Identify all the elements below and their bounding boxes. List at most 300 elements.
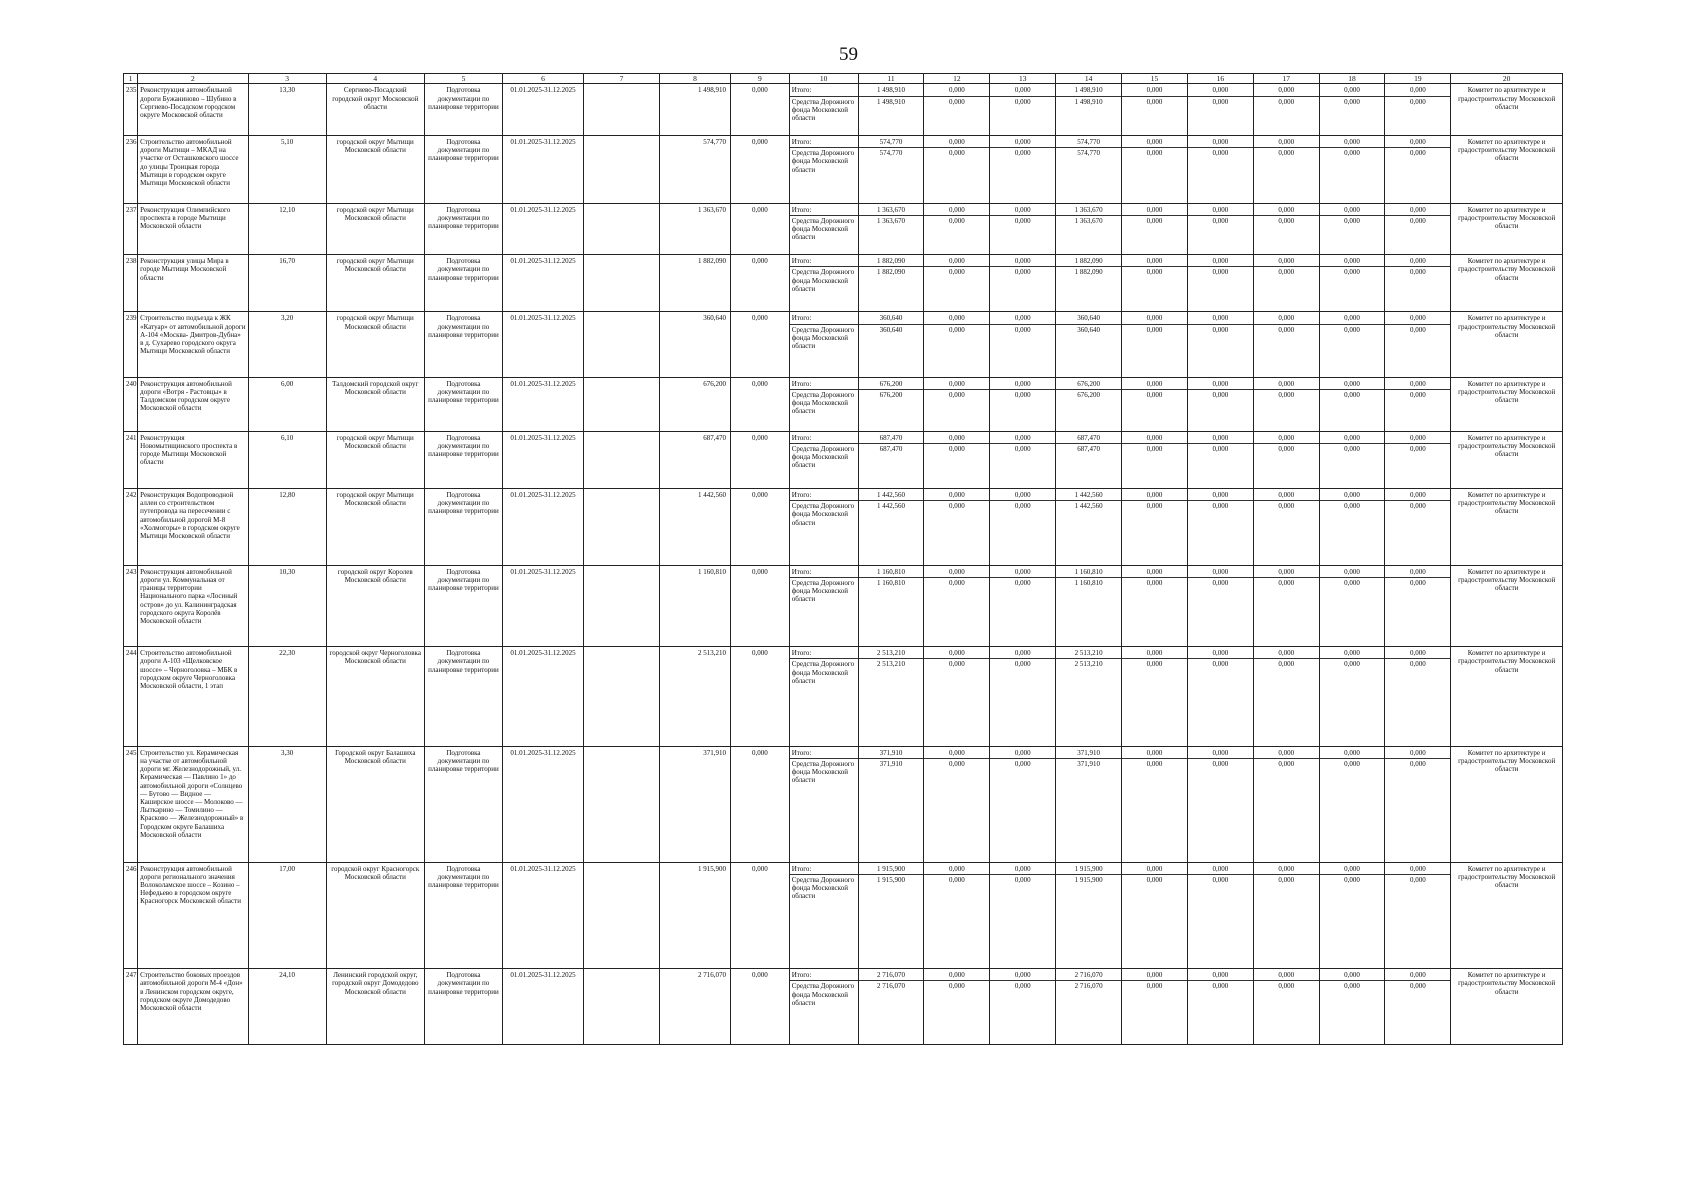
- executor: Комитет по архитектуре и градостроительству Московской области: [1451, 565, 1563, 646]
- funding-source: [789, 255, 858, 312]
- amount-fund: 0,000: [1278, 268, 1295, 277]
- amount-fund: 0,000: [1014, 216, 1031, 225]
- amount-c13: [990, 862, 1056, 969]
- executor: Комитет по архитектуре и градостроительству Московской области: [1451, 488, 1563, 565]
- amount-fund: 2 716,070: [1074, 982, 1103, 991]
- amount-c11: [858, 203, 924, 255]
- amount-total: 1 915,900: [1056, 865, 1121, 875]
- total-cost: 360,640: [660, 312, 731, 377]
- amount-fund: 0,000: [1212, 268, 1229, 277]
- length-km: 13,30: [248, 84, 326, 136]
- amount-fund: 0,000: [1278, 444, 1295, 453]
- col-7-value: [584, 377, 660, 431]
- amount-fund: 0,000: [1146, 216, 1163, 225]
- municipality: Сергиево-Посадский городской округ Московской области: [326, 84, 424, 136]
- amount-fund: 2 716,070: [877, 982, 906, 991]
- amount-c19: [1385, 255, 1451, 312]
- amount-total: 0,000: [1320, 568, 1385, 578]
- work-period: 01.01.2025-31.12.2025: [502, 377, 583, 431]
- work-period: 01.01.2025-31.12.2025: [502, 565, 583, 646]
- amount-c14: [1056, 377, 1122, 431]
- financed-value: 0,000: [730, 862, 789, 969]
- amount-fund: 0,000: [1146, 660, 1163, 669]
- amount-total: 0,000: [1320, 86, 1385, 96]
- project-name: Строительство автомобильной дороги Мытищи – МКАД на участке от Осташковского шоссе до улицы Троицкая города Мытищи в городском округе Мытищи Московской области: [138, 135, 248, 203]
- project-name: Строительство боковых проездов автомобильной дороги М-4 «Дон» в Ленинском городском округе, городском округе Домодедово Московской области: [138, 969, 248, 1045]
- amount-c13: [990, 377, 1056, 431]
- amount-c18: [1319, 969, 1385, 1045]
- fund-label: Средства Дорожного фонда Московской области: [791, 390, 855, 416]
- project-name: Реконструкция Новомытищинского проспекта в городе Мытищи Московской области: [138, 431, 248, 488]
- total-label: Итого:: [790, 434, 858, 444]
- amount-c18: [1319, 431, 1385, 488]
- amount-fund: 0,000: [1278, 325, 1295, 334]
- amount-c19: [1385, 488, 1451, 565]
- project-name: Строительство автомобильной дороги А-103 «Щелковское шоссе» – Черноголовка – МБК в городском округе Черноголовка Московской области, 1 этап: [138, 647, 248, 747]
- row-number: 236: [124, 135, 138, 203]
- col-header: 1: [124, 74, 138, 84]
- amount-total: 371,910: [1056, 749, 1121, 759]
- amount-fund: 360,640: [1077, 325, 1100, 334]
- row-number: 237: [124, 203, 138, 255]
- executor: Комитет по архитектуре и градостроительству Московской области: [1451, 255, 1563, 312]
- total-cost: 2 716,070: [660, 969, 731, 1045]
- amount-fund: 0,000: [1344, 444, 1360, 453]
- amount-total: 0,000: [1122, 434, 1187, 444]
- amount-c15: [1122, 862, 1188, 969]
- project-name: Реконструкция автомобильной дороги ул. Коммунальная от границы территории Национального парка «Лосиный остров» до ул. Калининградская городского округа Королёв Московской области: [138, 565, 248, 646]
- amount-total: 0,000: [1254, 971, 1319, 981]
- amount-c15: [1122, 255, 1188, 312]
- col-header: 5: [424, 74, 502, 84]
- total-cost: 1 498,910: [660, 84, 731, 136]
- amount-c16: [1187, 565, 1253, 646]
- funding-source: [789, 135, 858, 203]
- project-name: Строительство ул. Керамическая на участке от автомобильной дороги мг. Железнодорожный, ул. Керамическая — Павлино 1» до автомобильной дороги «Солнцево — Бутово — Видное — Каширское шоссе — Молоково — Лыткарино — Томилино — Красково — Железнодорожный» в Городском округе Балашиха Московской области: [138, 746, 248, 862]
- table-row: [124, 746, 1563, 862]
- row-number: 240: [124, 377, 138, 431]
- amount-fund: 0,000: [1014, 390, 1031, 399]
- col-header: 8: [660, 74, 731, 84]
- amount-c11: [858, 647, 924, 747]
- amount-total: 0,000: [924, 971, 989, 981]
- work-period: 01.01.2025-31.12.2025: [502, 255, 583, 312]
- amount-c18: [1319, 203, 1385, 255]
- amount-total: 1 915,900: [859, 865, 924, 875]
- executor: Комитет по архитектуре и градостроительству Московской области: [1451, 647, 1563, 747]
- amount-total: 0,000: [924, 434, 989, 444]
- amount-fund: 371,910: [879, 760, 903, 769]
- amount-total: 0,000: [1320, 434, 1385, 444]
- work-type: Подготовка документации по планировке территории: [424, 647, 502, 747]
- executor: Комитет по архитектуре и градостроительству Московской области: [1451, 431, 1563, 488]
- amount-fund: 0,000: [1344, 660, 1360, 669]
- amount-total: 0,000: [1254, 86, 1319, 96]
- amount-total: 0,000: [1385, 257, 1450, 267]
- amount-fund: 1 363,670: [877, 216, 906, 225]
- amount-total: 1 882,090: [859, 257, 924, 267]
- total-cost: 1 160,810: [660, 565, 731, 646]
- amount-c19: [1385, 312, 1451, 377]
- amount-c17: [1253, 431, 1319, 488]
- amount-c18: [1319, 488, 1385, 565]
- amount-fund: 1 915,900: [1074, 875, 1103, 884]
- amount-fund: 687,470: [1077, 444, 1100, 453]
- amount-total: 0,000: [1188, 86, 1253, 96]
- amount-c13: [990, 565, 1056, 646]
- amount-total: 1 160,810: [1056, 568, 1121, 578]
- amount-fund: 0,000: [1410, 875, 1426, 884]
- amount-fund: 0,000: [1212, 97, 1229, 106]
- col-header: 20: [1451, 74, 1563, 84]
- amount-c16: [1187, 203, 1253, 255]
- amount-fund: 0,000: [1146, 325, 1163, 334]
- amount-total: 0,000: [1122, 206, 1187, 216]
- amount-fund: 0,000: [1344, 216, 1360, 225]
- amount-total: 1 498,910: [859, 86, 924, 96]
- amount-fund: 0,000: [1014, 97, 1031, 106]
- total-label: Итого:: [790, 257, 858, 267]
- amount-c17: [1253, 488, 1319, 565]
- amount-total: 0,000: [1385, 380, 1450, 390]
- amount-fund: 1 442,560: [877, 502, 906, 511]
- amount-fund: 0,000: [1278, 760, 1295, 769]
- col-7-value: [584, 84, 660, 136]
- amount-fund: 2 513,210: [1074, 660, 1103, 669]
- amount-total: 0,000: [1188, 206, 1253, 216]
- amount-fund: 0,000: [1146, 982, 1163, 991]
- amount-fund: 676,200: [879, 390, 903, 399]
- amount-c17: [1253, 969, 1319, 1045]
- financed-value: 0,000: [730, 746, 789, 862]
- total-cost: 2 513,210: [660, 647, 731, 747]
- col-header: 7: [584, 74, 660, 84]
- amount-total: 0,000: [924, 649, 989, 659]
- amount-total: 0,000: [1188, 257, 1253, 267]
- amount-c15: [1122, 203, 1188, 255]
- amount-total: 0,000: [1385, 86, 1450, 96]
- amount-fund: 0,000: [1014, 660, 1031, 669]
- amount-c18: [1319, 377, 1385, 431]
- amount-fund: 0,000: [949, 875, 965, 884]
- amount-total: 0,000: [1122, 749, 1187, 759]
- amount-total: 1 363,670: [859, 206, 924, 216]
- amount-c11: [858, 431, 924, 488]
- amount-total: 0,000: [1385, 749, 1450, 759]
- amount-fund: 0,000: [1344, 982, 1360, 991]
- amount-fund: 0,000: [1146, 875, 1163, 884]
- work-type: Подготовка документации по планировке территории: [424, 431, 502, 488]
- amount-fund: 0,000: [1410, 390, 1426, 399]
- amount-total: 0,000: [924, 257, 989, 267]
- total-cost: 574,770: [660, 135, 731, 203]
- amount-c16: [1187, 969, 1253, 1045]
- amount-total: 0,000: [1254, 257, 1319, 267]
- table-row: [124, 255, 1563, 312]
- amount-total: 0,000: [1385, 138, 1450, 148]
- amount-c15: [1122, 84, 1188, 136]
- amount-fund: 0,000: [1410, 502, 1426, 511]
- row-number: 241: [124, 431, 138, 488]
- col-7-value: [584, 969, 660, 1045]
- amount-fund: 1 442,560: [1074, 502, 1103, 511]
- work-period: 01.01.2025-31.12.2025: [502, 84, 583, 136]
- amount-total: 1 363,670: [1056, 206, 1121, 216]
- amount-total: 0,000: [1385, 491, 1450, 501]
- col-7-value: [584, 565, 660, 646]
- work-period: 01.01.2025-31.12.2025: [502, 862, 583, 969]
- amount-c12: [924, 565, 990, 646]
- amount-total: 0,000: [924, 749, 989, 759]
- amount-c16: [1187, 862, 1253, 969]
- amount-c19: [1385, 377, 1451, 431]
- length-km: 16,70: [248, 255, 326, 312]
- amount-total: 0,000: [990, 749, 1055, 759]
- funding-source: [789, 746, 858, 862]
- funding-source: [789, 647, 858, 747]
- amount-total: 0,000: [1254, 434, 1319, 444]
- fund-label: Средства Дорожного фонда Московской области: [791, 216, 855, 242]
- col-7-value: [584, 862, 660, 969]
- financed-value: 0,000: [730, 312, 789, 377]
- amount-fund: 1 160,810: [1074, 578, 1103, 587]
- amount-fund: 574,770: [879, 149, 903, 158]
- amount-fund: 676,200: [1077, 390, 1100, 399]
- executor: Комитет по архитектуре и градостроительству Московской области: [1451, 377, 1563, 431]
- amount-c13: [990, 312, 1056, 377]
- amount-total: 0,000: [1122, 380, 1187, 390]
- municipality: городской округ Красногорск Московской области: [326, 862, 424, 969]
- amount-c18: [1319, 862, 1385, 969]
- municipality: городской округ Черноголовка Московской области: [326, 647, 424, 747]
- amount-total: 687,470: [859, 434, 924, 444]
- amount-fund: 0,000: [1344, 760, 1360, 769]
- amount-c15: [1122, 565, 1188, 646]
- work-period: 01.01.2025-31.12.2025: [502, 647, 583, 747]
- amount-fund: 0,000: [1146, 149, 1163, 158]
- amount-total: 0,000: [1320, 206, 1385, 216]
- amount-c14: [1056, 431, 1122, 488]
- amount-c16: [1187, 255, 1253, 312]
- amount-total: 0,000: [990, 314, 1055, 324]
- row-number: 245: [124, 746, 138, 862]
- col-header: 13: [990, 74, 1056, 84]
- col-7-value: [584, 488, 660, 565]
- table-row: [124, 862, 1563, 969]
- amount-fund: 0,000: [949, 268, 965, 277]
- amount-total: 0,000: [990, 491, 1055, 501]
- row-number: 244: [124, 647, 138, 747]
- amount-c11: [858, 377, 924, 431]
- amount-fund: 0,000: [1278, 875, 1295, 884]
- row-number: 243: [124, 565, 138, 646]
- amount-total: 0,000: [1385, 971, 1450, 981]
- municipality: городской округ Мытищи Московской области: [326, 135, 424, 203]
- amount-fund: 0,000: [1410, 216, 1426, 225]
- amount-total: 0,000: [1320, 971, 1385, 981]
- col-header: 17: [1253, 74, 1319, 84]
- funding-source: [789, 488, 858, 565]
- amount-c16: [1187, 377, 1253, 431]
- amount-total: 676,200: [859, 380, 924, 390]
- col-header: 9: [730, 74, 789, 84]
- financed-value: 0,000: [730, 431, 789, 488]
- amount-fund: 0,000: [1278, 502, 1295, 511]
- amount-c19: [1385, 565, 1451, 646]
- amount-total: 0,000: [990, 206, 1055, 216]
- amount-fund: 2 513,210: [877, 660, 906, 669]
- amount-c12: [924, 135, 990, 203]
- amount-c11: [858, 862, 924, 969]
- table-row: [124, 84, 1563, 136]
- funding-source: [789, 84, 858, 136]
- amount-fund: 0,000: [1212, 390, 1229, 399]
- amount-c11: [858, 969, 924, 1045]
- amount-fund: 0,000: [1212, 216, 1229, 225]
- work-type: Подготовка документации по планировке территории: [424, 746, 502, 862]
- amount-c19: [1385, 431, 1451, 488]
- amount-fund: 0,000: [949, 660, 965, 669]
- total-label: Итого:: [790, 206, 858, 216]
- amount-fund: 0,000: [1212, 982, 1229, 991]
- amount-total: 0,000: [1385, 865, 1450, 875]
- amount-c12: [924, 746, 990, 862]
- municipality: городской округ Мытищи Московской области: [326, 488, 424, 565]
- amount-fund: 0,000: [1146, 444, 1163, 453]
- amount-total: 0,000: [1320, 649, 1385, 659]
- amount-total: 0,000: [1122, 568, 1187, 578]
- amount-total: 1 882,090: [1056, 257, 1121, 267]
- project-name: Реконструкция автомобильной дороги Бужаниново – Шубино в Сергиево-Посадском городском округе Московской области: [138, 84, 248, 136]
- work-type: Подготовка документации по планировке территории: [424, 488, 502, 565]
- amount-total: 1 498,910: [1056, 86, 1121, 96]
- amount-c17: [1253, 135, 1319, 203]
- amount-c14: [1056, 565, 1122, 646]
- amount-c12: [924, 647, 990, 747]
- length-km: 17,00: [248, 862, 326, 969]
- amount-c18: [1319, 135, 1385, 203]
- total-label: Итого:: [790, 865, 858, 875]
- amount-c19: [1385, 746, 1451, 862]
- length-km: 5,10: [248, 135, 326, 203]
- col-header: 19: [1385, 74, 1451, 84]
- fund-label: Средства Дорожного фонда Московской области: [791, 875, 855, 901]
- amount-fund: 0,000: [1212, 660, 1229, 669]
- amount-c17: [1253, 647, 1319, 747]
- financed-value: 0,000: [730, 565, 789, 646]
- amount-c14: [1056, 746, 1122, 862]
- amount-fund: 0,000: [1410, 660, 1426, 669]
- amount-total: 0,000: [1188, 380, 1253, 390]
- col-7-value: [584, 431, 660, 488]
- page-number: 59: [839, 44, 858, 65]
- amount-c15: [1122, 135, 1188, 203]
- table-row: [124, 969, 1563, 1045]
- amount-total: 2 716,070: [1056, 971, 1121, 981]
- amount-fund: 0,000: [949, 390, 965, 399]
- total-label: Итого:: [790, 86, 858, 96]
- total-label: Итого:: [790, 971, 858, 981]
- col-header: 2: [138, 74, 248, 84]
- amount-c19: [1385, 969, 1451, 1045]
- amount-fund: 0,000: [1212, 502, 1229, 511]
- amount-fund: 0,000: [1410, 578, 1426, 587]
- amount-fund: 0,000: [1014, 875, 1031, 884]
- amount-c16: [1187, 647, 1253, 747]
- length-km: 6,00: [248, 377, 326, 431]
- work-period: 01.01.2025-31.12.2025: [502, 969, 583, 1045]
- amount-c17: [1253, 84, 1319, 136]
- amount-total: 0,000: [924, 865, 989, 875]
- amount-c15: [1122, 746, 1188, 862]
- municipality: Ленинский городской округ, городской округ Домодедово Московской области: [326, 969, 424, 1045]
- table-row: [124, 203, 1563, 255]
- amount-total: 360,640: [1056, 314, 1121, 324]
- amount-c17: [1253, 565, 1319, 646]
- total-cost: 1 882,090: [660, 255, 731, 312]
- executor: Комитет по архитектуре и градостроительству Московской области: [1451, 862, 1563, 969]
- amount-fund: 0,000: [949, 982, 965, 991]
- total-cost: 371,910: [660, 746, 731, 862]
- amount-total: 0,000: [1254, 138, 1319, 148]
- amount-fund: 0,000: [1410, 149, 1426, 158]
- amount-fund: 0,000: [1410, 268, 1426, 277]
- work-period: 01.01.2025-31.12.2025: [502, 135, 583, 203]
- amount-c15: [1122, 647, 1188, 747]
- executor: Комитет по архитектуре и градостроительству Московской области: [1451, 312, 1563, 377]
- amount-fund: 0,000: [1344, 502, 1360, 511]
- amount-c12: [924, 862, 990, 969]
- funding-source: [789, 431, 858, 488]
- amount-fund: 0,000: [949, 578, 965, 587]
- amount-fund: 0,000: [1014, 502, 1031, 511]
- amount-c18: [1319, 312, 1385, 377]
- fund-label: Средства Дорожного фонда Московской области: [791, 149, 855, 174]
- amount-c13: [990, 647, 1056, 747]
- amount-total: 676,200: [1056, 380, 1121, 390]
- work-type: Подготовка документации по планировке территории: [424, 84, 502, 136]
- table-row: [124, 565, 1563, 646]
- amount-fund: 1 363,670: [1074, 216, 1103, 225]
- amount-total: 0,000: [990, 865, 1055, 875]
- amount-fund: 0,000: [1410, 325, 1426, 334]
- length-km: 22,30: [248, 647, 326, 747]
- col-header: 3: [248, 74, 326, 84]
- amount-fund: 0,000: [1014, 268, 1031, 277]
- amount-c13: [990, 431, 1056, 488]
- fund-label: Средства Дорожного фонда Московской области: [791, 982, 855, 1007]
- amount-total: 0,000: [1122, 138, 1187, 148]
- work-type: Подготовка документации по планировке территории: [424, 312, 502, 377]
- work-type: Подготовка документации по планировке территории: [424, 255, 502, 312]
- amount-total: 0,000: [1254, 380, 1319, 390]
- amount-total: 1 160,810: [859, 568, 924, 578]
- amount-total: 574,770: [859, 138, 924, 148]
- amount-fund: 0,000: [1146, 760, 1163, 769]
- total-cost: 1 442,560: [660, 488, 731, 565]
- total-label: Итого:: [790, 491, 858, 501]
- total-cost: 1 363,670: [660, 203, 731, 255]
- work-type: Подготовка документации по планировке территории: [424, 969, 502, 1045]
- amount-c11: [858, 565, 924, 646]
- work-period: 01.01.2025-31.12.2025: [502, 746, 583, 862]
- amount-total: 0,000: [924, 491, 989, 501]
- amount-c12: [924, 203, 990, 255]
- work-type: Подготовка документации по планировке территории: [424, 862, 502, 969]
- amount-total: 2 513,210: [859, 649, 924, 659]
- amount-c11: [858, 84, 924, 136]
- amount-c13: [990, 488, 1056, 565]
